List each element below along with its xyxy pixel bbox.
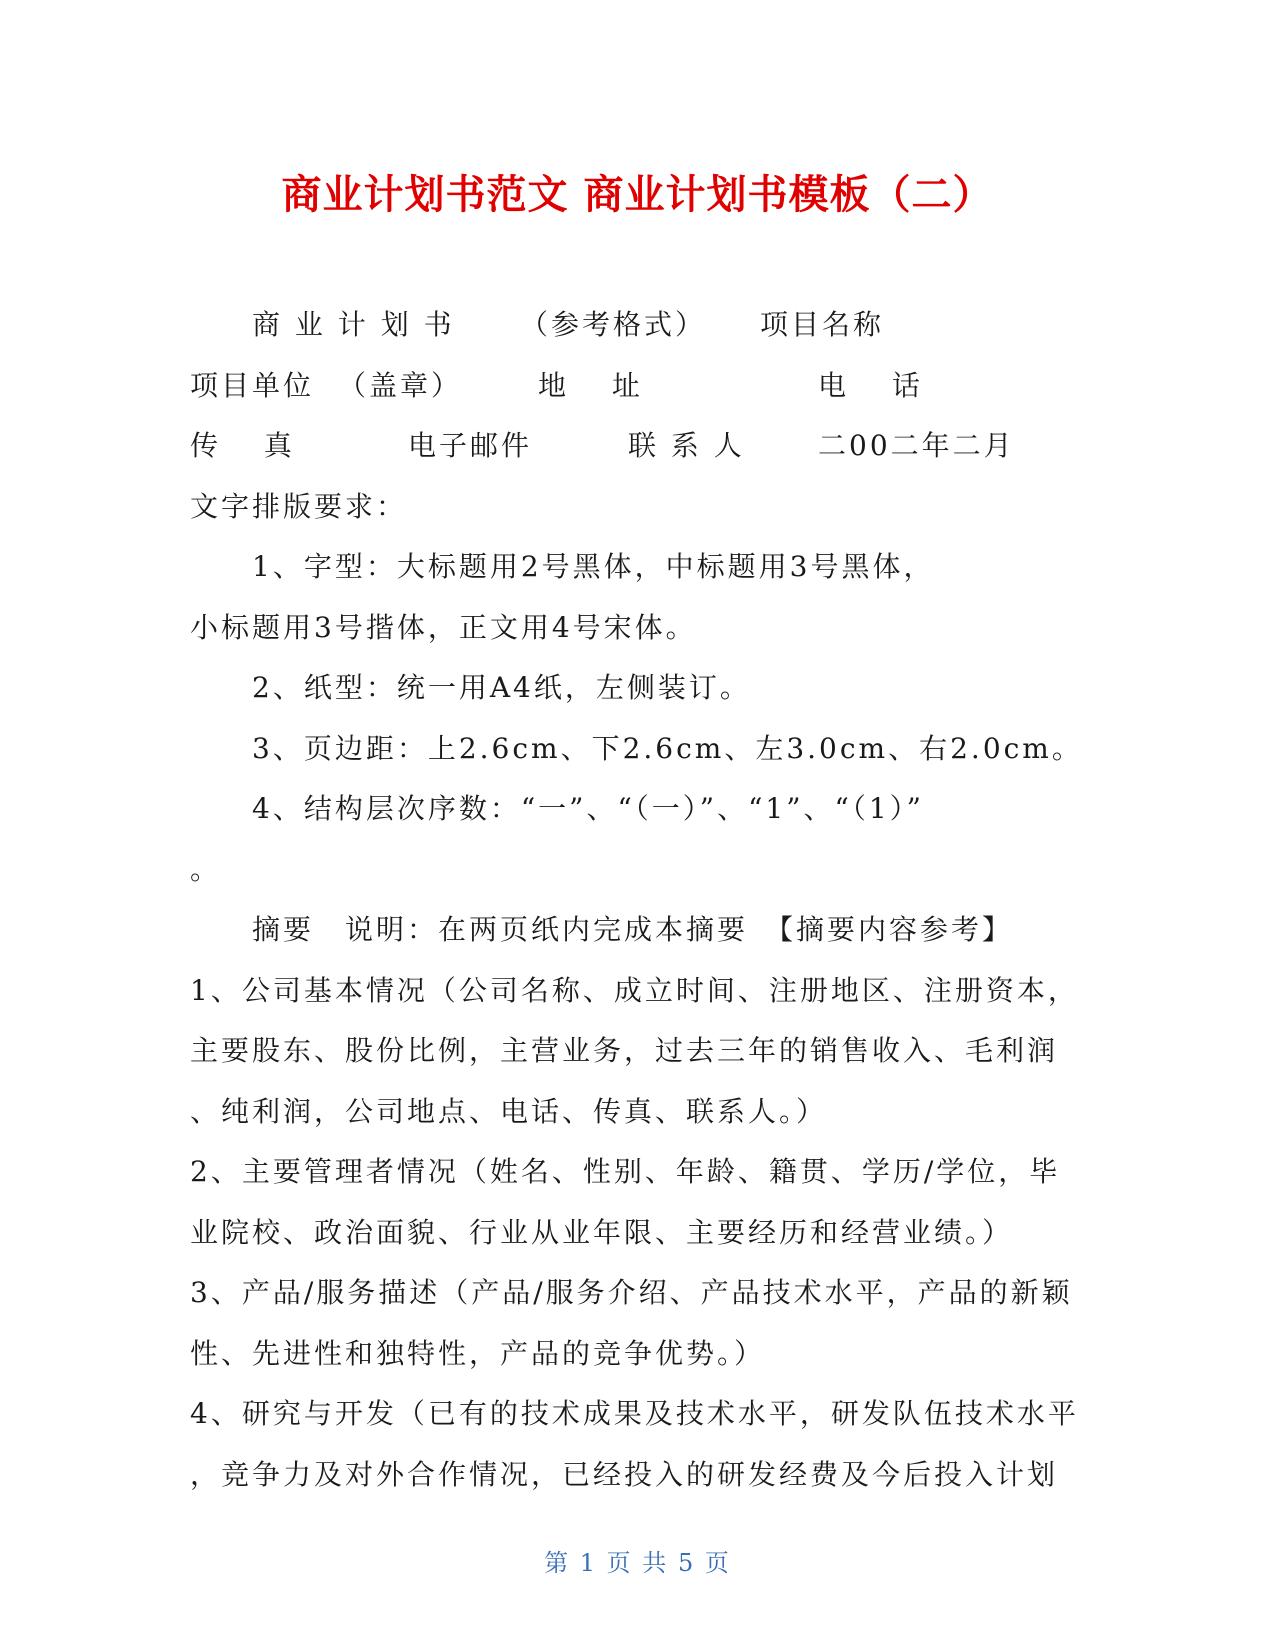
paragraph-line: 摘要 说明：在两页纸内完成本摘要 【摘要内容参考】 — [252, 913, 1014, 946]
paragraph-line: 1、公司基本情况（公司名称、成立时间、注册地区、注册资本， — [190, 973, 1079, 1007]
paragraph-line: 文字排版要求： — [190, 489, 408, 523]
cover-phone-label: 电 话 — [818, 368, 923, 402]
cover-fax-label: 传 真 — [190, 429, 295, 462]
paragraph-line: 3、产品/服务描述（产品/服务介绍、产品技术水平，产品的新颖 — [190, 1276, 1073, 1309]
cover-row-3 — [190, 416, 1090, 477]
cover-email-label: 电子邮件 — [408, 429, 533, 462]
paragraph-line: 、纯利润，公司地点、电话、传真、联系人。） — [190, 1094, 828, 1128]
cover-heading: 商 业 计 划 书 — [252, 308, 455, 341]
cover-project-name-label: 项目名称 — [760, 308, 885, 341]
page-footer: 第 1 页 共 5 页 — [544, 1549, 731, 1577]
paragraph-line: 4、结构层次序数：“一”、“（一）”、“1”、“（1）” — [252, 792, 924, 825]
cover-date: 二00二年二月 — [818, 429, 1015, 462]
cover-project-unit-label: 项目单位 — [190, 368, 315, 402]
cover-address-label: 地 址 — [538, 368, 643, 402]
paragraph-line: 小标题用3号揩体，正文用4号宋体。 — [190, 610, 697, 644]
document-body — [190, 295, 1090, 1505]
paragraph-line: 性、先进性和独特性，产品的竞争优势。） — [190, 1336, 766, 1370]
paragraph-line: 业院校、政治面貌、行业从业年限、主要经历和经营业绩。） — [190, 1215, 1014, 1249]
cover-seal-label: （盖章） — [338, 368, 463, 402]
paragraph-line: 主要股东、股份比例，主营业务，过去三年的销售收入、毛利润 — [190, 1034, 1059, 1067]
paragraph-line: 2、主要管理者情况（姓名、性别、年龄、籍贯、学历/学位，毕 — [190, 1155, 1061, 1188]
paragraph-line: 1、字型：大标题用2号黑体，中标题用3号黑体， — [252, 550, 935, 583]
cover-contact-label: 联 系 人 — [628, 429, 745, 462]
cover-format-note: （参考格式） — [520, 308, 707, 341]
paragraph-line: 2、纸型：统一用A4纸，左侧装订。 — [252, 671, 751, 704]
paragraph-line: 。 — [190, 852, 222, 886]
cover-row-2 — [190, 356, 1090, 417]
paragraph-line: 3、页边距：上2.6cm、下2.6cm、左3.0cm、右2.0cm。 — [252, 731, 1083, 765]
paragraph-line: 4、研究与开发（已有的技术成果及技术水平，研发队伍技术水平 — [190, 1397, 1079, 1430]
cover-row-1 — [190, 295, 1090, 356]
page-title: 商业计划书范文 商业计划书模板（二） — [281, 172, 994, 218]
paragraph-line: ，竞争力及对外合作情况，已经投入的研发经费及今后投入计划 — [190, 1457, 1059, 1491]
